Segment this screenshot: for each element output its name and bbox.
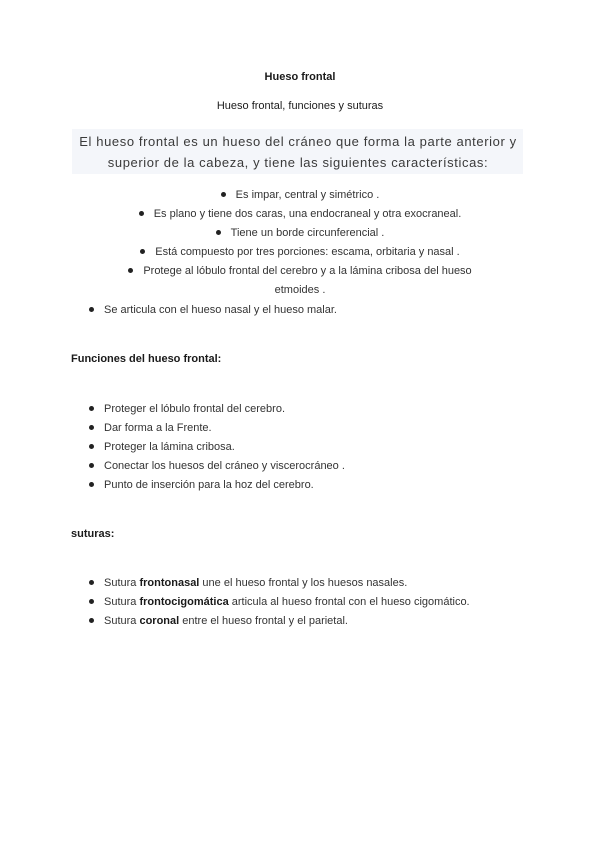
list-item: Es plano y tiene dos caras, una endocraneal y otra exocraneal. <box>80 205 520 224</box>
list-item: Protege al lóbulo frontal del cerebro y a la lámina cribosa del hueso etmoides . <box>80 262 520 300</box>
functions-heading: Funciones del hueso frontal: <box>71 353 222 365</box>
list-item: Tiene un borde circunferencial . <box>80 224 520 243</box>
bullet-icon <box>140 249 145 254</box>
bullet-icon <box>139 211 144 216</box>
bullet-icon <box>89 406 94 411</box>
bullet-icon <box>89 444 94 449</box>
list-item: Se articula con el hueso nasal y el hueso malar. <box>89 301 337 320</box>
list-item: Sutura frontocigomática articula al hueso frontal con el hueso cigomático. <box>89 593 470 612</box>
suture-name: frontonasal <box>139 577 200 589</box>
bullet-icon <box>128 268 133 273</box>
list-item: Proteger la lámina cribosa. <box>89 438 345 457</box>
bullet-icon <box>89 307 94 312</box>
list-item: Dar forma a la Frente. <box>89 419 345 438</box>
bullet-icon <box>216 230 221 235</box>
suture-name: frontocigomática <box>139 596 229 608</box>
list-item: Es impar, central y simétrico . <box>80 186 520 205</box>
bullet-icon <box>89 580 94 585</box>
document-subtitle: Hueso frontal, funciones y suturas <box>216 100 384 112</box>
list-item: Sutura frontonasal une el hueso frontal y los huesos nasales. <box>89 574 470 593</box>
list-item: Proteger el lóbulo frontal del cerebro. <box>89 400 345 419</box>
sutures-heading: suturas: <box>71 528 115 540</box>
bullet-icon <box>89 425 94 430</box>
characteristics-list-last <box>89 301 337 320</box>
suture-name: coronal <box>139 615 180 627</box>
sutures-list <box>89 574 470 631</box>
bullet-icon <box>89 599 94 604</box>
bullet-icon <box>89 463 94 468</box>
bullet-icon <box>89 482 94 487</box>
list-item: Sutura coronal entre el hueso frontal y el parietal. <box>89 612 470 631</box>
intro-paragraph: El hueso frontal es un hueso del cráneo que forma la parte anterior y superior de la cabeza, y tiene las siguientes características: <box>79 134 517 170</box>
bullet-icon <box>89 618 94 623</box>
list-item: Punto de inserción para la hoz del cerebro. <box>89 476 345 495</box>
functions-list <box>89 400 345 495</box>
bullet-icon <box>221 192 226 197</box>
list-item: Conectar los huesos del cráneo y viscerocráneo . <box>89 457 345 476</box>
characteristics-list <box>80 186 520 300</box>
document-title: Hueso frontal <box>264 71 336 83</box>
list-item: Está compuesto por tres porciones: escama, orbitaria y nasal . <box>80 243 520 262</box>
